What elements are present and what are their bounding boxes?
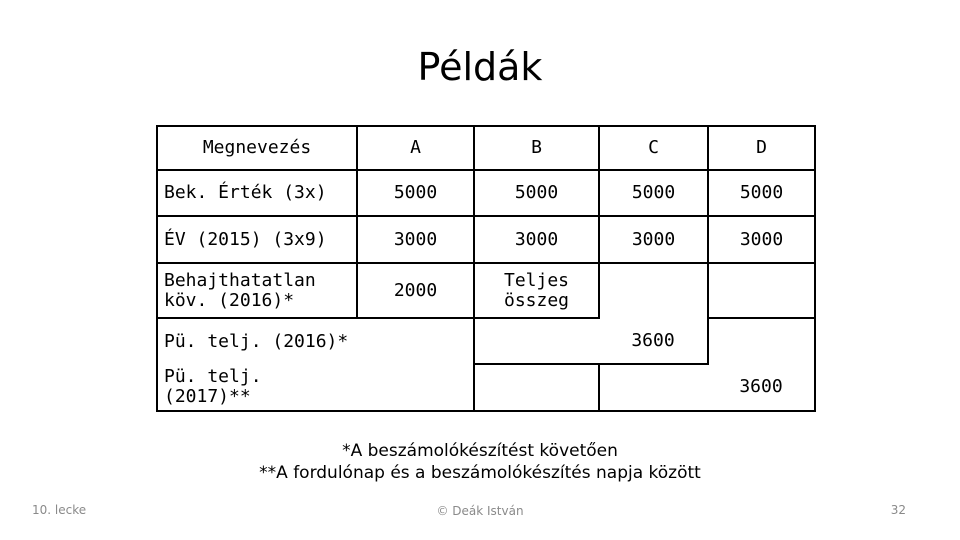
cell-b: [474, 318, 599, 364]
header-megnevezes: Megnevezés: [157, 126, 357, 170]
row-label-line: köv. (2016)*: [164, 289, 295, 311]
cell-a: 3000: [357, 216, 474, 263]
footnote-1: *A beszámolókészítést követően: [342, 441, 618, 461]
table-row: [157, 364, 815, 411]
cell-c: [599, 364, 708, 411]
row-label: [157, 263, 357, 318]
row-label: ÉV (2015) (3x9): [157, 216, 357, 263]
footer-author: © Deák István: [436, 504, 524, 518]
cell-b: [474, 263, 599, 318]
header-d: D: [708, 126, 815, 170]
footnotes: [0, 440, 960, 484]
row-label: Bek. Érték (3x): [157, 170, 357, 216]
header-a: A: [357, 126, 474, 170]
cell-d: 3000: [708, 216, 815, 263]
row-label-line: Behajthatatlan: [164, 269, 316, 291]
footer-page-number: 32: [890, 503, 906, 517]
header-b: B: [474, 126, 599, 170]
header-c: C: [599, 126, 708, 170]
cell-b: 3000: [474, 216, 599, 263]
cell-b-line: Teljes: [503, 269, 570, 291]
cell-b: [474, 364, 599, 411]
footnote-2: **A fordulónap és a beszámolókészítés napja között: [259, 463, 701, 483]
footer-lesson: 10. lecke: [32, 503, 87, 517]
cell-a: 2000: [357, 263, 474, 318]
table-row: [157, 263, 815, 318]
cell-d: [708, 318, 815, 364]
cell-c: 3000: [599, 216, 708, 263]
cell-c: 5000: [599, 170, 708, 216]
cell-c: 3600: [599, 318, 708, 364]
cell-b-line: összeg: [503, 289, 570, 311]
table-row: [157, 216, 815, 263]
cell-a: 5000: [357, 170, 474, 216]
cell-b: 5000: [474, 170, 599, 216]
cell-d: 5000: [708, 170, 815, 216]
cell-a: [357, 364, 474, 411]
row-label: Pü. telj. (2016)*: [157, 318, 357, 364]
table-row: [157, 170, 815, 216]
examples-table: [156, 125, 816, 412]
cell-c: [599, 263, 708, 318]
cell-d: 3600: [708, 364, 815, 411]
slide-title: Példák: [417, 45, 543, 89]
cell-d: [708, 263, 815, 318]
table-row: [157, 318, 815, 364]
cell-a: [357, 318, 474, 364]
row-label: Pü. telj. (2017)**: [157, 364, 357, 411]
table-header-row: [157, 126, 815, 170]
